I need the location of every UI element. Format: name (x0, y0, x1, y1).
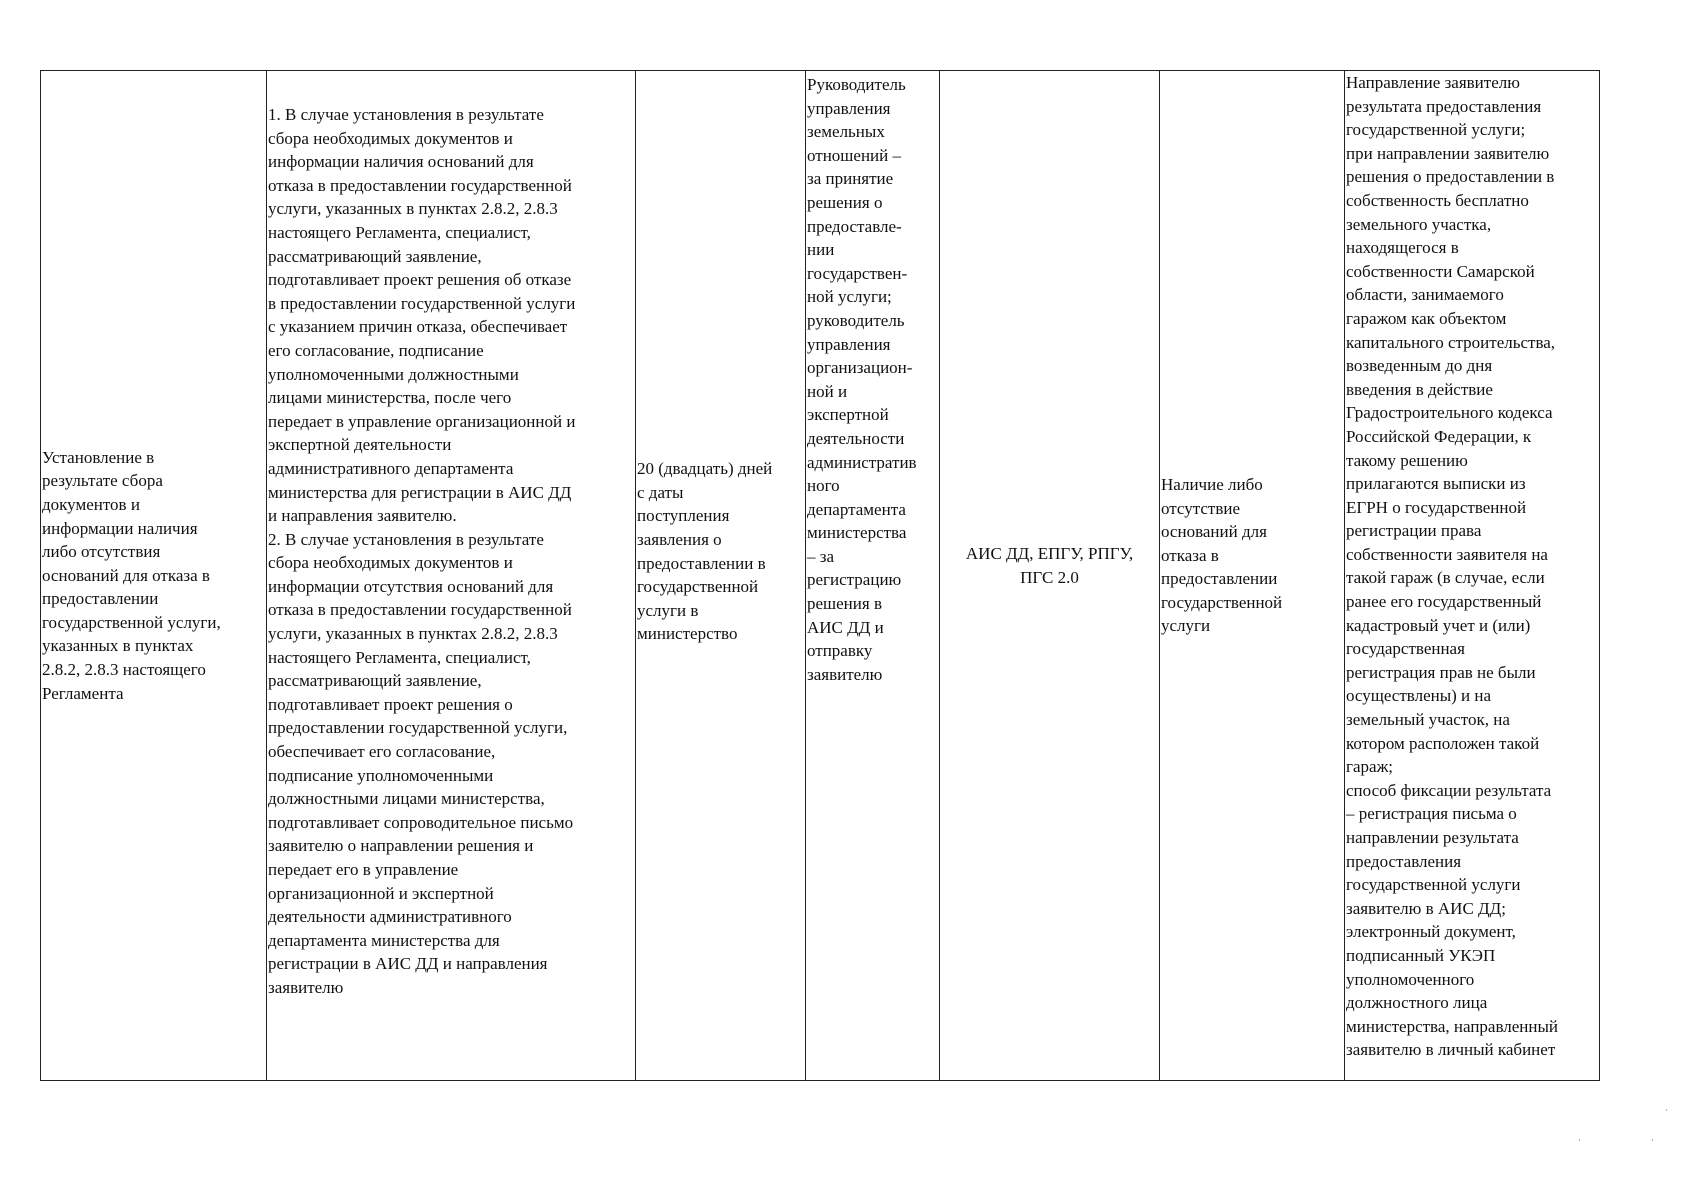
scan-speck: · (1665, 1106, 1668, 1115)
actions-cell (267, 71, 636, 1081)
actions-text: 1. В случае установления в результате сбора необходимых документов и информации наличия оснований для отказа в предоставлении государственной услуги, указанных в пунктах 2.8.2, 2.8.3 настоящего Регламента, специалист, рассматривающий заявление, подготавливает проект решения об отказе в предоставлении государственной услуги с указанием причин отказа, обеспечивает его согласование, подписание уполномоченными должностными лицами министерства, после чего передает в управление организационной и экспертной деятельности административного департамента министерства для регистрации в АИС ДД и направления заявителю. 2. В случае установления в результате сбора необходимых документов и информации отсутствия оснований для отказа в предоставлении государственной услуги, указанных в пунктах 2.8.2, 2.8.3 настоящего Регламента, специалист, рассматривающий заявление, подготавливает проект решения о предоставлении государственной услуги, обеспечивает его согласование, подписание уполномоченными должностными лицами министерства, подготавливает сопроводительное письмо заявителю о направлении решения и передает его в управление организационной и экспертной деятельности административного департамента министерства для регистрации в АИС ДД и направления заявителю (268, 105, 576, 997)
responsible-cell (806, 71, 940, 1081)
deadline-cell (636, 71, 806, 1081)
deadline-text: 20 (двадцать) дней с даты поступления заявления о предоставлении в государственной услуги в министерство (637, 459, 773, 644)
result-text: Направление заявителю результата предоставления государственной услуги; при направлении заявителю решения о предоставлении в собственность бесплатно земельного участка, находящегося в собственности Самарской области, занимаемого гаражом как объектом капитального строительства, возведенным до дня введения в действие Градостроительного кодекса Российской Федерации, к такому решению прилагаются выписки из ЕГРН о государственной регистрации права собственности заявителя на такой гараж (в случае, если ранее его государственный кадастровый учет и (или) государственная регистрация прав не были осуществлены) и на земельный участок, на котором расположен такой гараж; способ фиксации результата – регистрация письма о направлении результата предоставления государственной услуги заявителю в АИС ДД; электронный документ, подписанный УКЭП уполномоченного должностного лица министерства, направленный заявителю в личный кабинет (1346, 73, 1559, 1060)
scan-speck: · (1578, 1136, 1581, 1145)
stage-cell (41, 71, 267, 1081)
systems-text: АИС ДД, ЕПГУ, РПГУ, ПГС 2.0 (965, 543, 1134, 587)
criteria-text: Наличие либо отсутствие оснований для отказа в предоставлении государственной услуги (1161, 474, 1283, 636)
responsible-text: Руководитель управления земельных отношений – за принятие решения о предоставле- нии государствен- ной услуги; руководитель управления организацион- ной и экспертной деятельности административ ного департамента министерства – за регистрацию решения в АИС ДД и отправку заявителю (807, 75, 917, 684)
result-cell (1345, 71, 1600, 1081)
procedure-table (40, 70, 1600, 1081)
criteria-cell (1160, 71, 1345, 1081)
scan-speck: · (1651, 1136, 1654, 1145)
systems-cell (940, 71, 1160, 1081)
table-row (41, 71, 1600, 1081)
stage-text: Установление в результате сбора документов и информации наличия либо отсутствия оснований для отказа в предоставлении государственной услуги, указанных в пунктах 2.8.2, 2.8.3 настоящего Регламента (42, 447, 221, 703)
